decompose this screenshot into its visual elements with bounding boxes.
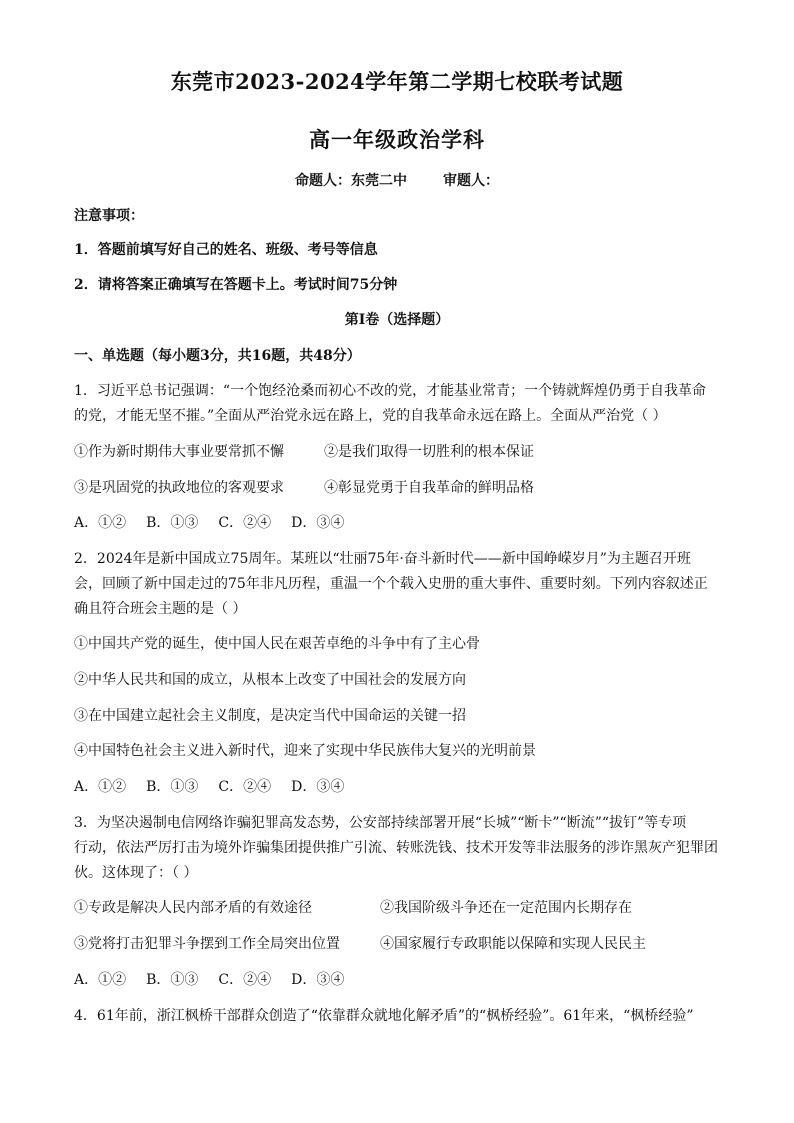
question-3-line: 3．为坚决遏制电信网络诈骗犯罪高发态势，公安部持续部署开展“长城”“断卡”“断流”“拔钉”等专项: [74, 815, 687, 831]
option: ①中国共产党的诞生，使中国人民在艰苦卓绝的斗争中有了主心骨: [74, 636, 480, 652]
question-3-options-row: [74, 934, 734, 954]
answer-choice: B．①③: [146, 972, 199, 988]
question-1-options-row: [74, 442, 734, 462]
answer-choice: A．①②: [74, 515, 127, 531]
answer-choice: B．①③: [146, 515, 199, 531]
option: ④国家履行专政职能以保障和实现人民民主: [380, 936, 646, 952]
question-3-line: 伙。这体现了：（ ）: [74, 865, 198, 881]
exam-subtitle: 高一年级政治学科: [309, 127, 485, 152]
notes-heading: 注意事项：: [74, 208, 144, 224]
option: ③在中国建立起社会主义制度，是决定当代中国命运的关键一招: [74, 708, 466, 724]
option: ②我国阶级斗争还在一定范围内长期存在: [380, 900, 632, 916]
question-3-options-row: [74, 898, 734, 918]
exam-title: 东莞市2023-2024学年第二学期七校联考试题: [170, 69, 624, 94]
option: ①专政是解决人民内部矛盾的有效途径: [74, 900, 312, 916]
option: ④中国特色社会主义进入新时代，迎来了实现中华民族伟大复兴的光明前景: [74, 743, 536, 759]
question-2-line: 确且符合班会主题的是（ ）: [74, 601, 247, 617]
answer-choice: C．②④: [218, 972, 272, 988]
option: ③党将打击犯罪斗争摆到工作全局突出位置: [74, 936, 340, 952]
option: ③是巩固党的执政地位的客观要求: [74, 480, 284, 496]
answer-choice: C．②④: [218, 779, 272, 795]
note-item: 1．答题前填写好自己的姓名、班级、考号等信息: [74, 242, 378, 258]
option: ②是我们取得一切胜利的根本保证: [324, 444, 534, 460]
answer-choice: B．①③: [146, 779, 199, 795]
option: ①作为新时期伟大事业要常抓不懈: [74, 444, 284, 460]
option: ④彰显党勇于自我革命的鲜明品格: [324, 480, 534, 496]
section-title: 一、单选题（每小题3分，共16题，共48分）: [74, 348, 361, 364]
question-2-answers: [74, 777, 734, 797]
answer-choice: C．②④: [218, 515, 272, 531]
answer-choice: D．③④: [291, 972, 345, 988]
question-1-line: 1．习近平总书记强调：“一个饱经沧桑而初心不改的党，才能基业常青；一个铸就辉煌仍勇于自我革命: [74, 383, 707, 399]
question-3-line: 行动，依法严厉打击为境外诈骗集团提供推广引流、转账洗钱、技术开发等非法服务的涉诈黑灰产犯罪团: [74, 840, 718, 856]
question-2-line: 2．2024年是新中国成立75周年。某班以“壮丽75年·奋斗新时代——新中国峥嵘岁月”为主题召开班: [74, 551, 691, 567]
author-line: [0, 170, 794, 190]
answer-choice: D．③④: [291, 779, 345, 795]
answer-choice: A．①②: [74, 779, 127, 795]
answer-choice: A．①②: [74, 972, 127, 988]
note-item: 2．请将答案正确填写在答题卡上。考试时间75分钟: [74, 277, 398, 293]
answer-choice: D．③④: [291, 515, 345, 531]
question-2-line: 会，回顾了新中国走过的75年非凡历程，重温一个个载入史册的重大事件、重要时刻。下列内容叙述正: [74, 576, 708, 592]
reviewer-label: 审题人：: [443, 173, 499, 189]
option: ②中华人民共和国的成立，从根本上改变了中国社会的发展方向: [74, 672, 466, 688]
part-title: 第I卷（选择题）: [344, 312, 450, 328]
question-1-answers: [74, 513, 734, 533]
question-3-answers: [74, 970, 734, 990]
question-4-line: 4．61年前，浙江枫桥干部群众创造了“依靠群众就地化解矛盾”的“枫桥经验”。61年来，“枫桥经验”: [74, 1008, 694, 1024]
author-label: 命题人：东莞二中: [295, 173, 407, 189]
question-1-options-row: [74, 478, 734, 498]
question-1-line: 的党，才能无坚不摧。”全面从严治党永远在路上，党的自我革命永远在路上。全面从严治党（ ）: [74, 408, 667, 424]
